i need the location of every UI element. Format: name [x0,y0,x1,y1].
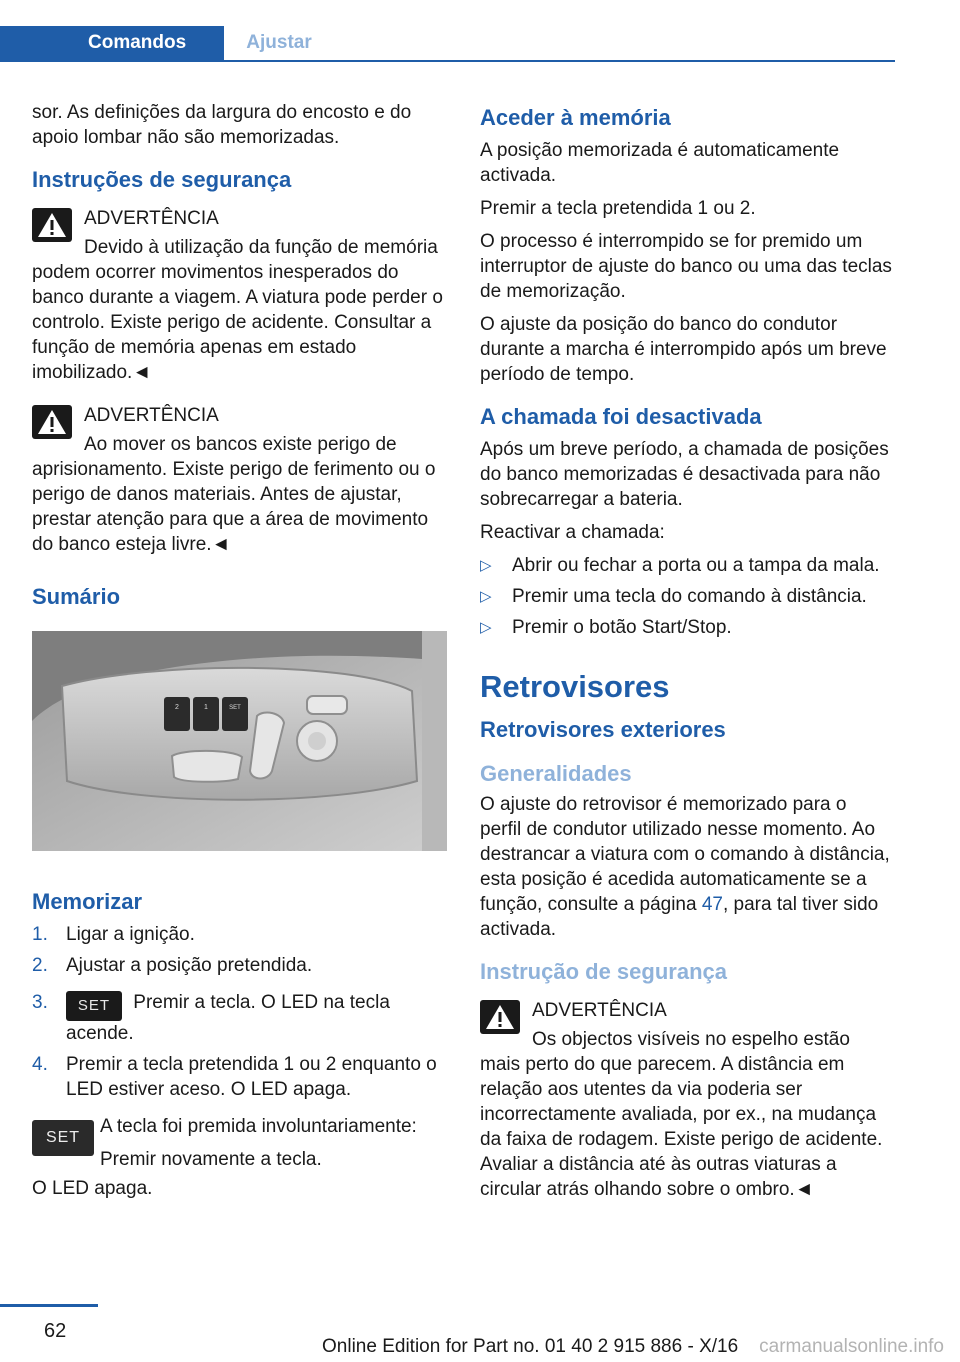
warning-title: ADVERTÊNCIA [84,208,219,229]
triangle-bullet-icon: ▷ [480,619,492,636]
warning-triangle-icon [32,208,72,242]
photo-button-set: SET [229,705,241,711]
paragraph: O processo é interrompido se for premido um interruptor de ajuste do banco ou uma das teclas de memorização. [480,231,892,302]
list-item: ▷ Abrir ou fechar a porta ou a tampa da mala. [480,555,880,576]
paragraph: Após um breve período, a chamada de posições do banco memorizadas é desactivada para não sobrecarregar a bateria. [480,439,889,510]
involuntary-press-note [32,1114,447,1172]
tab-comandos[interactable]: Comandos [0,26,224,60]
note-line-1: A tecla foi premida involuntariamente: [100,1116,417,1137]
memorize-steps [32,922,447,1102]
warning-body: Os objectos visíveis no espelho estão mais perto do que parecem. A distância em relação aos utentes da via poderia ser incorrectamente avaliada, por ex., na mudança da faixa de rodagem. Existe perigo de acidente. Avaliar a distância até às outras viaturas a circular atrás olhando sobre o ombro.◄ [480,1029,883,1200]
intro-paragraph: sor. As definições da largura do encosto e do apoio lombar não são memorizadas. [32,102,412,148]
list-item: ▷ Premir o botão Start/Stop. [480,617,732,638]
paragraph: O ajuste da posição do banco do condutor durante a marcha é interrompido após um breve período de tempo. [480,314,887,385]
list-item: ▷ Premir uma tecla do comando à distância. [480,586,867,607]
warning-title: ADVERTÊNCIA [532,1000,667,1021]
exterior-mirrors-heading: Retrovisores exteriores [480,717,726,742]
paragraph: Premir a tecla pretendida 1 ou 2. [480,198,756,219]
set-key-icon: SET [32,1120,94,1156]
right-column [480,100,892,1210]
seat-memory-controls-photo [32,631,447,851]
access-memory-heading: Aceder à memória [480,105,671,130]
list-item: 3. SET Premir a tecla. O LED na tecla acende. [32,992,390,1044]
general-heading: Generalidades [480,761,632,786]
footer-rule [0,1304,98,1307]
edition-text: Online Edition for Part no. 01 40 2 915 886 - X/16 [322,1336,739,1357]
set-key-icon: SET [66,991,122,1021]
paragraph: A posição memorizada é automaticamente activada. [480,140,840,186]
page-number: 62 [44,1320,67,1342]
summary-heading: Sumário [32,584,121,609]
list-item: 4. Premir a tecla pretendida 1 ou 2 enquanto o LED estiver aceso. O LED apaga. [32,1054,437,1100]
mirrors-heading: Retrovisores [480,669,670,704]
deactivated-heading: A chamada foi desactivada [480,404,762,429]
warning-triangle-icon [32,405,72,439]
warning-body: Devido à utilização da função de memória podem ocorrer movimentos inesperados do banco durante a viagem. A viatura pode perder o controlo. Existe perigo de acidente. Consultar a função de memória apenas em estado imobilizado.◄ [32,237,443,383]
triangle-bullet-icon: ▷ [480,557,492,574]
left-column [32,100,447,1209]
warning-memory [32,206,447,385]
list-item: 2. Ajustar a posição pretendida. [32,955,313,976]
triangle-bullet-icon: ▷ [480,588,492,605]
photo-button-2: 2 [175,704,179,711]
page-reference-link[interactable]: 47 [701,894,723,915]
tab-ajustar[interactable]: Ajustar [224,26,334,60]
safety-instruction-heading: Instrução de segurança [480,959,727,984]
watermark: carmanualsonline.info [759,1336,944,1357]
warning-mirror-distance [480,998,892,1202]
safety-heading: Instruções de segurança [32,167,292,192]
photo-button-1: 1 [204,704,208,711]
warning-triangle-icon [480,1000,520,1034]
paragraph: Reactivar a chamada: [480,522,665,543]
list-item: 1. Ligar a ignição. [32,924,195,945]
memorize-heading: Memorizar [32,889,143,914]
reactivate-list [480,553,892,640]
warning-title: ADVERTÊNCIA [84,405,219,426]
warning-body: Ao mover os bancos existe perigo de aprisionamento. Existe perigo de ferimento ou o perigo de danos materiais. Antes de ajustar, prestar atenção para que a área de movimento do banco esteja livre.◄ [32,434,436,555]
led-off-text: O LED apaga. [32,1178,153,1199]
warning-seat-trap [32,403,447,557]
note-line-2: Premir novamente a tecla. [100,1149,322,1170]
chapter-tab-bar [0,26,895,62]
general-paragraph: O ajuste do retrovisor é memorizado para o perfil de condutor utilizado nesse momento. Ao destrancar a viatura com o comando à distância, esta posição é acedida automaticamente se a função, consulte a página 47, para tal tiver sido activada. [480,794,890,940]
